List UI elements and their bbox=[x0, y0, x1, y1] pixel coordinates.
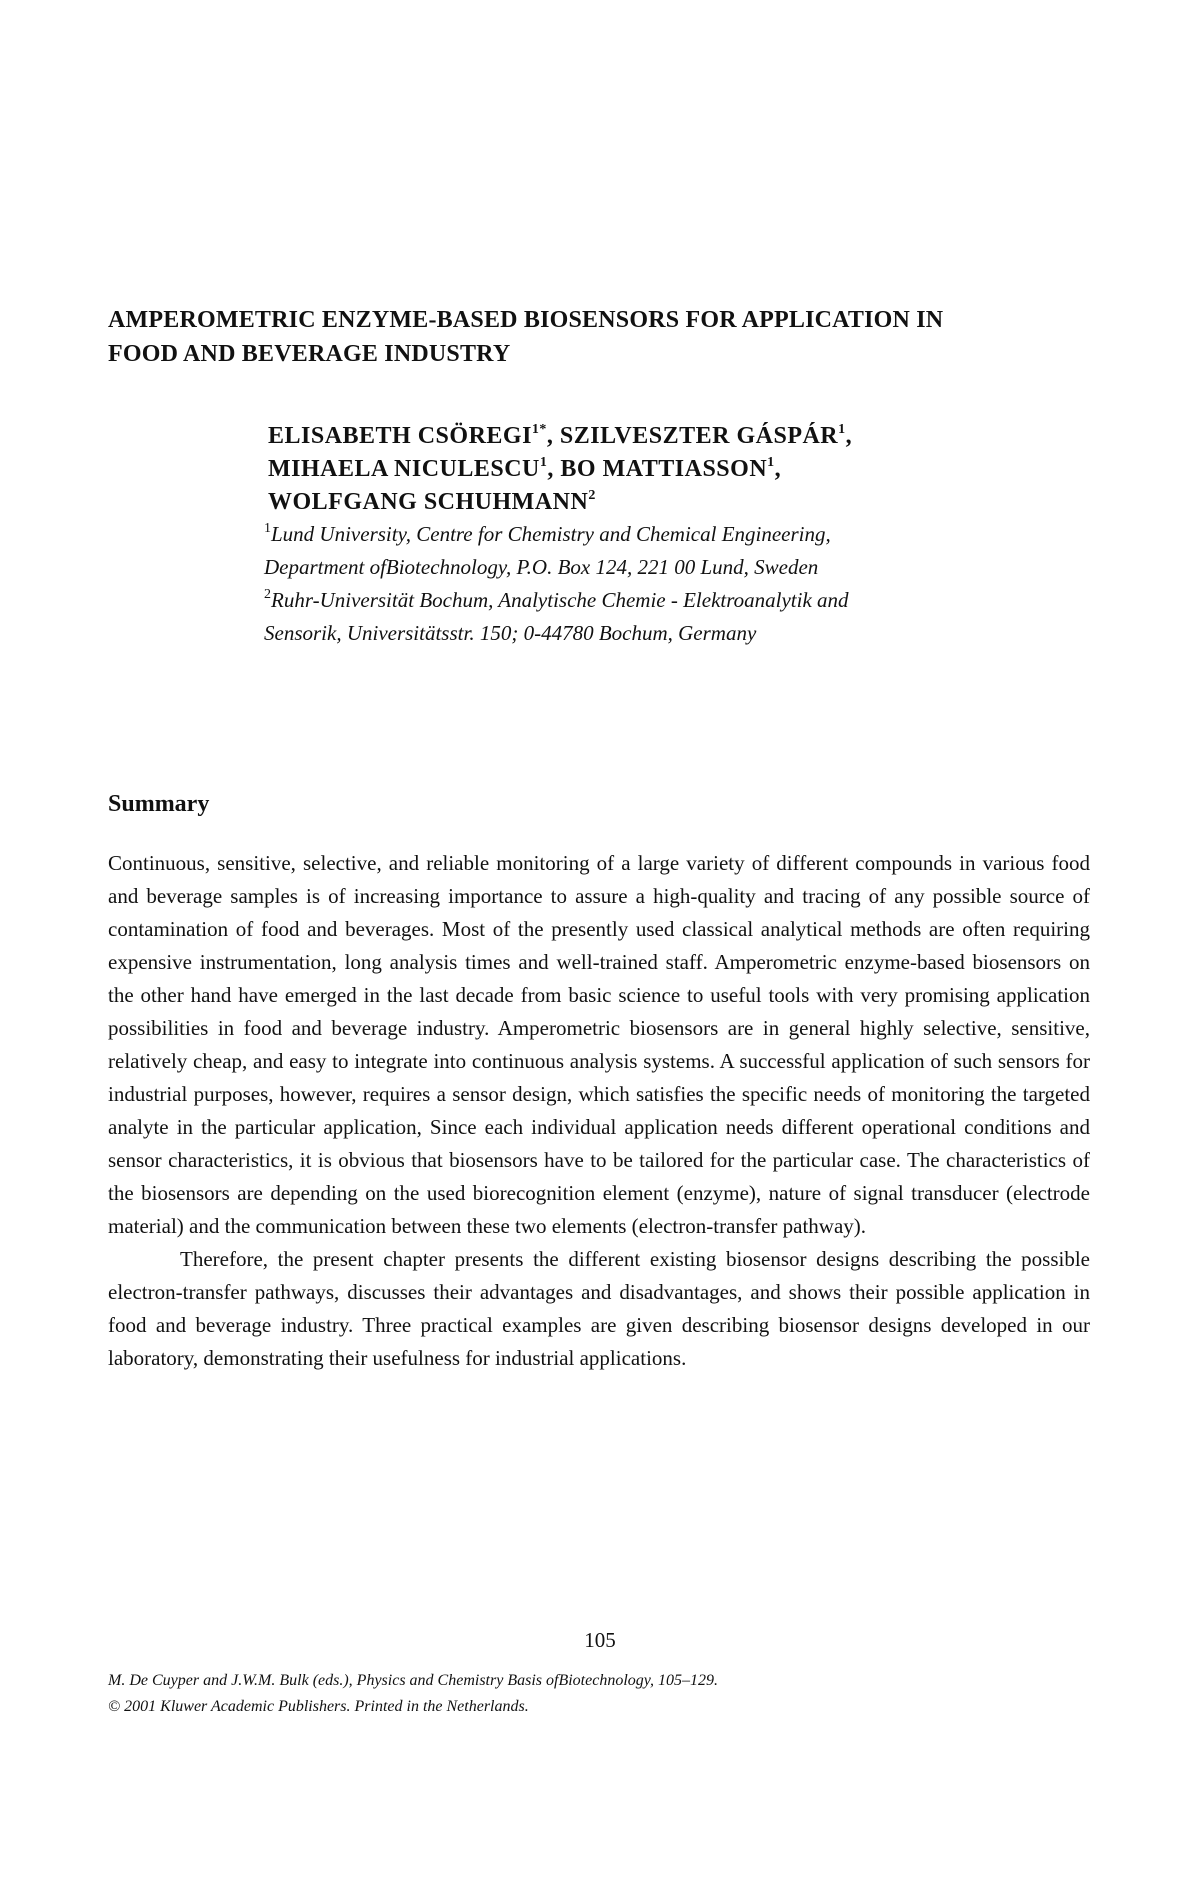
affiliation-block bbox=[264, 518, 1084, 650]
title-line-2: FOOD AND BEVERAGE INDUSTRY bbox=[108, 341, 511, 367]
affiliation-line-2: Department ofBiotechnology, P.O. Box 124, 221 00 Lund, Sweden bbox=[264, 555, 819, 579]
author-mattiasson-affiliation-mark: 1 bbox=[767, 455, 775, 470]
author-csoregi: ELISABETH CSÖREGI bbox=[268, 423, 532, 449]
summary-paragraph-1: Continuous, sensitive, selective, and reliable monitoring of a large variety of different compounds in various food and beverage samples is of increasing importance to assure a high-quality and tracing of any possible source of contamination of food and beverages. Most of the presently used classical analytical methods are often requiring expensive instrumentation, long analysis times and well-trained staff. Amperometric enzyme-based biosensors on the other hand have emerged in the last decade from basic science to useful tools with very promising application possibilities in food and beverage industry. Amperometric biosensors are in general highly selective, sensitive, relatively cheap, and easy to integrate into continuous analysis systems. A successful application of such sensors for industrial purposes, however, requires a sensor design, which satisfies the specific needs of monitoring the targeted analyte in the particular application, Since each individual application needs different operational conditions and sensor characteristics, it is obvious that biosensors have to be tailored for the particular case. The characteristics of the biosensors are depending on the used biorecognition element (enzyme), nature of signal transducer (electrode material) and the communication between these two elements (electron-transfer pathway). bbox=[108, 851, 1090, 1238]
author-separator: , bbox=[547, 456, 561, 482]
footer-citation: M. De Cuyper and J.W.M. Bulk (eds.), Physics and Chemistry Basis ofBiotechnology, 105–129. bbox=[108, 1672, 718, 1689]
affiliation-line-3 bbox=[264, 584, 1084, 617]
author-schuhmann: WOLFGANG SCHUHMANN bbox=[268, 489, 589, 515]
paper-title bbox=[108, 303, 1088, 371]
affiliation-mark-1: 1 bbox=[264, 521, 271, 536]
author-separator: , bbox=[774, 456, 782, 482]
author-gaspar-affiliation-mark: 1 bbox=[838, 422, 846, 437]
summary-paragraph-2: Therefore, the present chapter presents the different existing biosensor designs describing the possible electron-transfer pathways, discusses their advantages and disadvantages, and shows their possible application in food and beverage industry. Three practical examples are given describing biosensor designs developed in our laboratory, demonstrating their usefulness for industrial applications. bbox=[108, 1247, 1090, 1370]
affiliation-lund-text: Lund University, Centre for Chemistry and Chemical Engineering, bbox=[271, 522, 831, 546]
author-niculescu-affiliation-mark: 1 bbox=[539, 455, 548, 470]
author-line-3 bbox=[268, 486, 1068, 519]
author-separator: , bbox=[845, 423, 853, 449]
affiliation-mark-2: 2 bbox=[264, 587, 271, 602]
footer-copyright: © 2001 Kluwer Academic Publishers. Printed in the Netherlands. bbox=[108, 1698, 529, 1715]
affiliation-bochum-text: Ruhr-Universität Bochum, Analytische Chemie - Elektroanalytik and bbox=[271, 588, 849, 612]
summary-heading: Summary bbox=[108, 791, 210, 817]
title-line-1: AMPEROMETRIC ENZYME-BASED BIOSENSORS FOR APPLICATION IN bbox=[108, 307, 944, 333]
author-line-1 bbox=[268, 420, 1068, 453]
summary-body bbox=[108, 847, 1090, 1375]
author-line-2 bbox=[268, 453, 1068, 486]
author-mattiasson: BO MATTIASSON bbox=[560, 456, 768, 482]
author-niculescu: MIHAELA NICULESCU bbox=[268, 456, 540, 482]
author-schuhmann-affiliation-mark: 2 bbox=[588, 488, 596, 503]
page-number: 105 bbox=[584, 1628, 616, 1652]
author-csoregi-affiliation-mark: 1* bbox=[531, 422, 547, 437]
affiliation-line-4: Sensorik, Universitätsstr. 150; 0-44780 Bochum, Germany bbox=[264, 621, 757, 645]
author-list bbox=[268, 420, 1068, 519]
author-gaspar: SZILVESZTER GÁSPÁR bbox=[559, 423, 839, 449]
author-separator: , bbox=[546, 423, 560, 449]
affiliation-line-1 bbox=[264, 518, 1084, 551]
footer-citation-block bbox=[108, 1668, 1088, 1720]
